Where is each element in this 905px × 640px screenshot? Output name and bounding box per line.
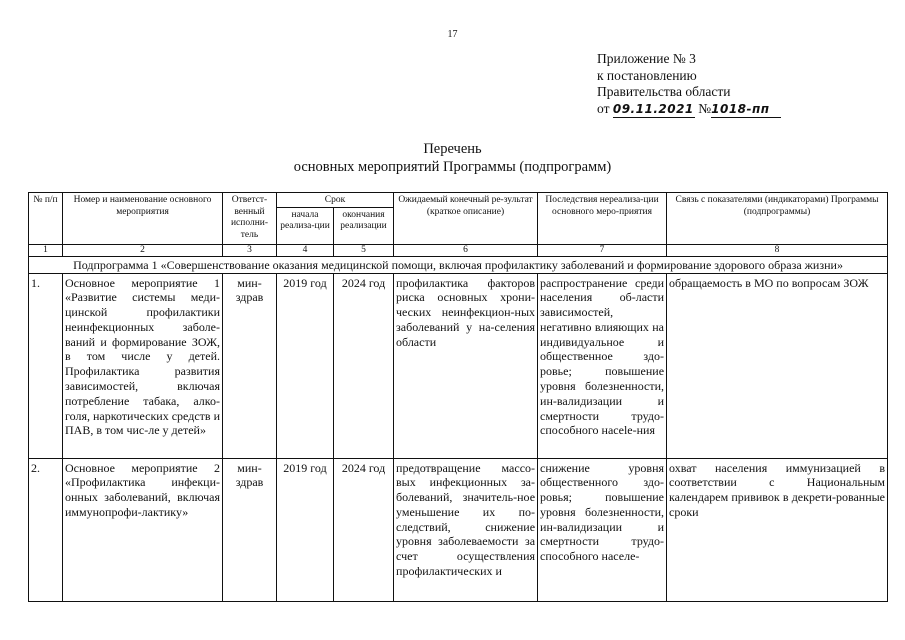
- subprogram-title: Подпрограмма 1 «Совершенствование оказания медицинской помощи, включая профилактику заболеваний и формирование здорового образа жизни»: [29, 256, 888, 273]
- attachment-line-2: к постановлению: [597, 67, 697, 83]
- header-responsible: Ответст-венный исполни-тель: [223, 193, 277, 245]
- row-consequences: снижение уровня общественного здо-ровья; повышение уровня болезненности, ин-валидизации и смертности трудо-способного населе-: [538, 458, 667, 601]
- attachment-line-1: Приложение № 3: [597, 51, 696, 66]
- row-result: предотвращение массо-вых инфекционных за-болеваний, значитель-ное уменьшение их по-следствий, снижение уровня заболеваемости за счет осуществления профилактических и: [394, 458, 538, 601]
- row-link: охват населения иммунизацией в соответствии с Национальным календарем прививок в декрети-рованные сроки: [667, 458, 888, 601]
- row-end: 2024 год: [334, 273, 394, 458]
- row-start: 2019 год: [277, 458, 334, 601]
- attachment-date-line: [597, 101, 781, 119]
- row-name: Основное мероприятие 2 «Профилактика инфекци-онных заболеваний, включая иммунопрофи-лактику»: [63, 458, 223, 601]
- row-responsible: мин-здрав: [223, 273, 277, 458]
- header-term: Срок: [277, 193, 394, 208]
- row-name: Основное мероприятие 1 «Развитие системы меди-цинской профилактики неинфекционных заболе-ваний и формирование ЗОЖ, в том числе у детей. Профилактика развития зависимостей, включая потребление табака, алко-голя, наркотических средств и ПАВ, в том чис-ле у детей»: [63, 273, 223, 458]
- header-row: [29, 193, 888, 208]
- column-number: 1: [29, 244, 63, 256]
- page-number: 17: [447, 29, 458, 40]
- column-number: 5: [334, 244, 394, 256]
- number-prefix: №: [698, 100, 712, 116]
- header-name: Номер и наименование основного мероприятия: [63, 193, 223, 245]
- header-result: Ожидаемый конечный ре-зультат (краткое описание): [394, 193, 538, 245]
- column-number: 7: [538, 244, 667, 256]
- document-title: [0, 140, 905, 176]
- column-number: 8: [667, 244, 888, 256]
- row-responsible: мин-здрав: [223, 458, 277, 601]
- column-number: 2: [63, 244, 223, 256]
- handwritten-date: 09.11.2021: [612, 101, 694, 116]
- header-start: начала реализа-ции: [277, 207, 334, 244]
- row-result: профилактика факторов риска основных хрони-ческих неинфекцион-ных заболеваний у на-селения области: [394, 273, 538, 458]
- column-number: 3: [223, 244, 277, 256]
- row-end: 2024 год: [334, 458, 394, 601]
- row-start: 2019 год: [277, 273, 334, 458]
- subprogram-row: [29, 256, 888, 273]
- column-number: 4: [277, 244, 334, 256]
- header-link: Связь с показателями (индикаторами) Программы (подпрограммы): [667, 193, 888, 245]
- header-end: окончания реализации: [334, 207, 394, 244]
- table-row: [29, 458, 888, 601]
- column-numbers-row: [29, 244, 888, 256]
- row-num: 1.: [29, 273, 63, 458]
- handwritten-number: 1018-пп: [711, 101, 770, 116]
- measures-table: [28, 192, 888, 602]
- attachment-line-3: Правительства области: [597, 84, 731, 100]
- title-line-2: основных мероприятий Программы (подпрограмм): [293, 159, 612, 175]
- row-consequences: распространение среди населения об-ласти зависимостей, негативно влияющих на индивидуальное и общественное здо-ровье; повышение уровня болезненности, ин-валидизации и смертности трудо-способного насele-ния: [538, 273, 667, 458]
- attachment-block: [597, 51, 781, 118]
- header-num: № п/п: [29, 193, 63, 245]
- column-number: 6: [394, 244, 538, 256]
- header-consequences: Последствия нереализа-ции основного меро-приятия: [538, 193, 667, 245]
- date-prefix: от: [597, 100, 610, 116]
- row-num: 2.: [29, 458, 63, 601]
- title-line-1: Перечень: [423, 141, 482, 157]
- row-link: обращаемость в МО по вопросам ЗОЖ: [667, 273, 888, 458]
- table-row: [29, 273, 888, 458]
